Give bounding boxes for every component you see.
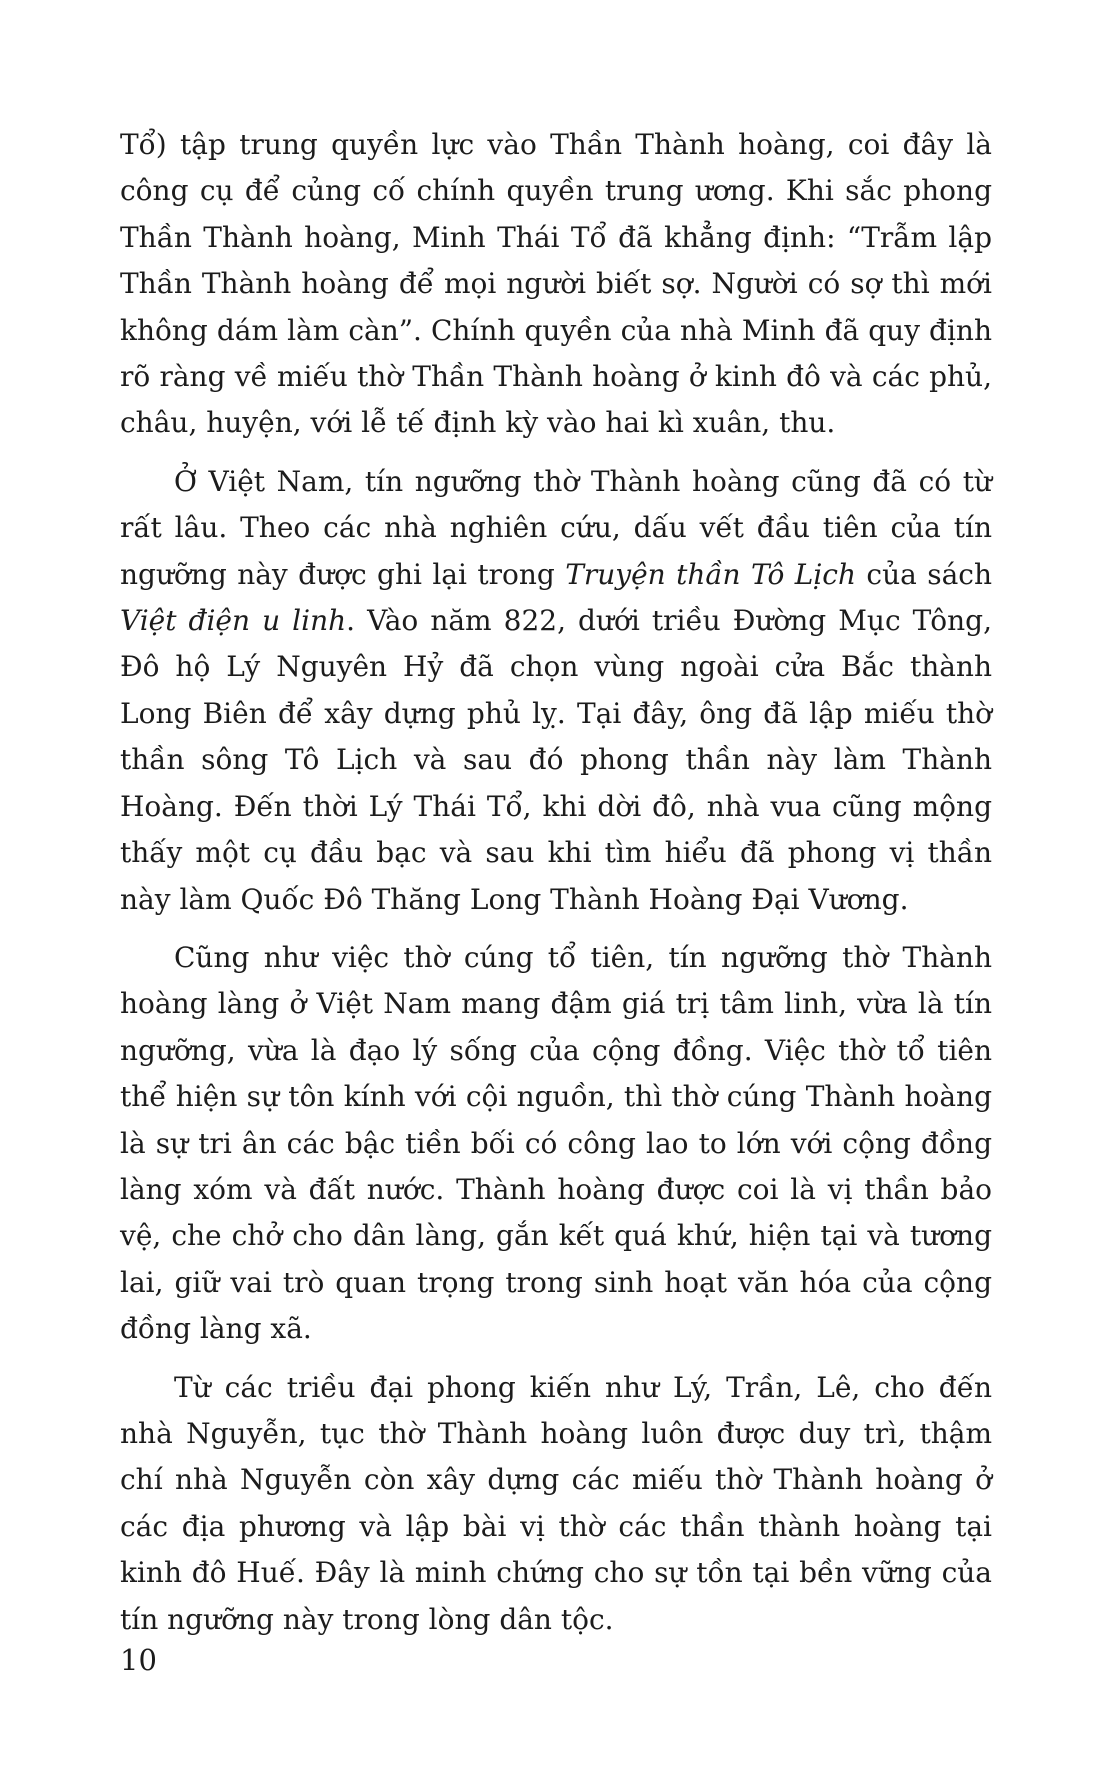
paragraph-4-text: Từ các triều đại phong kiến như Lý, Trần, Lê, cho đến nhà Nguyễn, tục thờ Thành hoàng luôn được duy trì, thậm chí nhà Nguyễn còn xây dựng các miếu thờ Thành hoàng ở các địa phương và lập bài vị thờ các thần thành hoàng tại kinh đô Huế. Đây là minh chứng cho sự tồn tại bền vững của tín ngưỡng này trong lòng dân tộc. xyxy=(120,1370,992,1636)
paragraph-2 xyxy=(120,459,992,923)
paragraph-1-text: Tổ) tập trung quyền lực vào Thần Thành hoàng, coi đây là công cụ để củng cố chính quyền trung ương. Khi sắc phong Thần Thành hoàng, Minh Thái Tổ đã khẳng định: “Trẫm lập Thần Thành hoàng để mọi người biết sợ. Người có sợ thì mới không dám làm càn”. Chính quyền của nhà Minh đã quy định rõ ràng về miếu thờ Thần Thành hoàng ở kinh đô và các phủ, châu, huyện, với lễ tế định kỳ vào hai kì xuân, thu. xyxy=(120,128,992,440)
paragraph-2-text-a: Ở Việt Nam, tín ngưỡng thờ Thành hoàng cũng đã có từ rất lâu. Theo các nhà nghiên cứu, dấu vết đầu tiên của tín ngưỡng này được ghi lại trong xyxy=(120,464,992,591)
page-body xyxy=(120,122,992,1655)
page-number: 10 xyxy=(120,1643,157,1677)
paragraph-3-text: Cũng như việc thờ cúng tổ tiên, tín ngưỡng thờ Thành hoàng làng ở Việt Nam mang đậm giá trị tâm linh, vừa là tín ngưỡng, vừa là đạo lý sống của cộng đồng. Việc thờ tổ tiên thể hiện sự tôn kính với cội nguồn, thì thờ cúng Thành hoàng là sự tri ân các bậc tiền bối có công lao to lớn với cộng đồng làng xóm và đất nước. Thành hoàng được coi là vị thần bảo vệ, che chở cho dân làng, gắn kết quá khứ, hiện tại và tương lai, giữ vai trò quan trọng trong sinh hoạt văn hóa của cộng đồng làng xã. xyxy=(120,940,992,1346)
paragraph-1 xyxy=(120,122,992,447)
paragraph-2-title-book: Việt điện u linh xyxy=(120,604,347,638)
paragraph-2-text-b: của sách xyxy=(856,557,992,591)
paragraph-2-title-story: Truyện thần Tô Lịch xyxy=(565,557,857,591)
paragraph-2-text-c: . Vào năm 822, dưới triều Đường Mục Tông, Đô hộ Lý Nguyên Hỷ đã chọn vùng ngoài cửa Bắc thành Long Biên để xây dựng phủ lỵ. Tại đây, ông đã lập miếu thờ thần sông Tô Lịch và sau đó phong thần này làm Thành Hoàng. Đến thời Lý Thái Tổ, khi dời đô, nhà vua cũng mộng thấy một cụ đầu bạc và sau khi tìm hiểu đã phong vị thần này làm Quốc Đô Thăng Long Thành Hoàng Đại Vương. xyxy=(120,604,992,916)
paragraph-3 xyxy=(120,935,992,1353)
paragraph-4 xyxy=(120,1365,992,1643)
